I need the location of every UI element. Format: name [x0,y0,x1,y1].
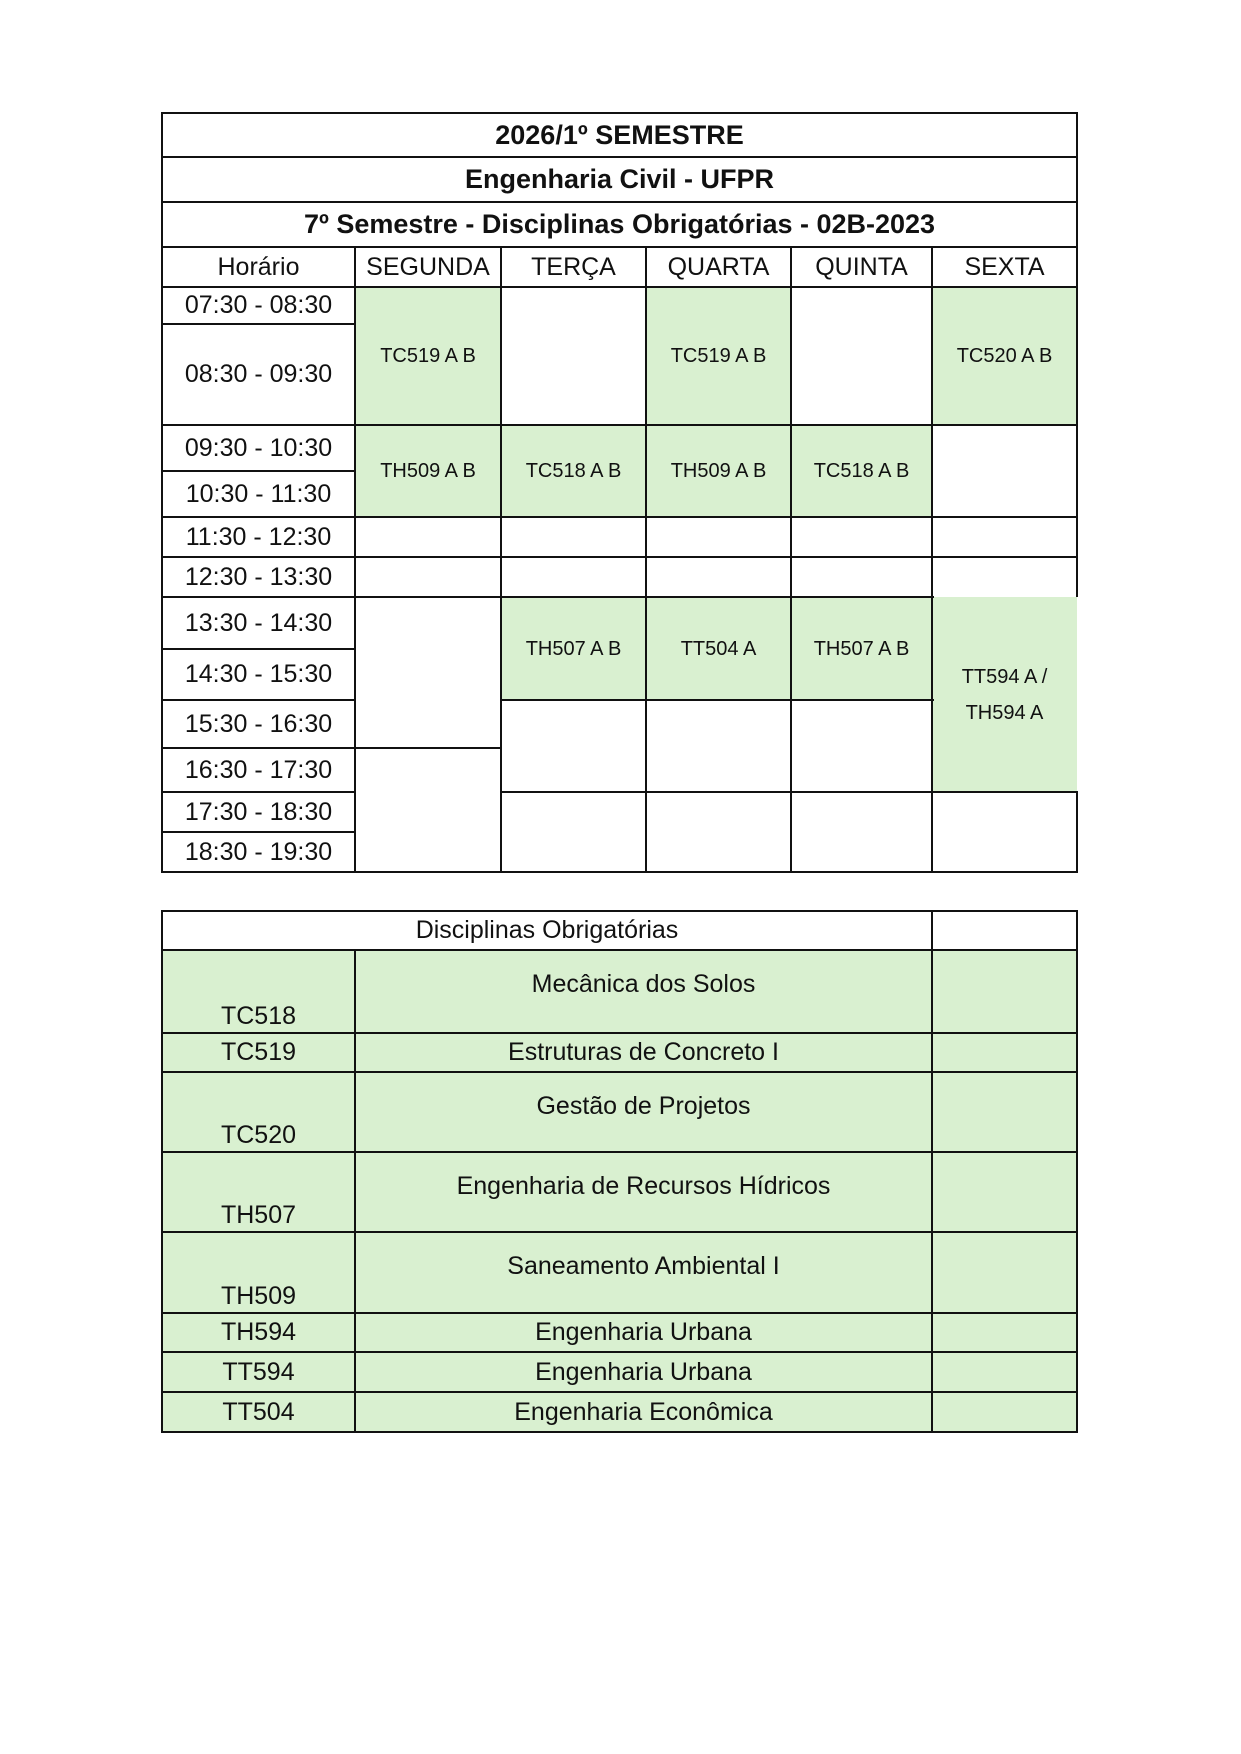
grid-line [161,556,1078,558]
grid-line [500,246,502,873]
grid-line [161,246,1078,248]
class-block-line: TT594 A / [961,665,1048,688]
discipline-code: TT504 [162,1392,355,1432]
grid-line [161,156,1078,158]
discipline-name: Engenharia Urbana [355,1352,932,1392]
discipline-name: Saneamento Ambiental I [355,1232,932,1313]
grid-line [161,648,355,650]
class-block-ter-th507[interactable]: TH507 A B [501,597,646,700]
col-header-sexta: SEXTA [932,247,1077,287]
time-slot: 12:30 - 13:30 [162,557,355,597]
class-block-ter-tc518[interactable]: TC518 A B [501,425,646,517]
grid-line [161,871,1078,873]
class-block-qua-th509[interactable]: TH509 A B [646,425,791,517]
disciplines-title: Disciplinas Obrigatórias [162,911,932,950]
discipline-name: Mecânica dos Solos [355,950,932,1033]
discipline-name: Engenharia de Recursos Hídricos [355,1152,932,1232]
class-block-sex-tt594-th594[interactable] [932,597,1077,792]
grid-line [161,699,355,701]
grid-line [161,1032,1078,1034]
course-title: Engenharia Civil - UFPR [162,157,1077,202]
schedule-subtitle: 7º Semestre - Disciplinas Obrigatórias - 02B-2023 [162,202,1077,247]
time-slot: 17:30 - 18:30 [162,792,355,832]
class-block-qui-th507[interactable]: TH507 A B [791,597,932,700]
col-header-quarta: QUARTA [646,247,791,287]
time-slot: 08:30 - 09:30 [162,324,355,425]
grid-line [161,747,501,749]
discipline-code: TT594 [162,1352,355,1392]
grid-line [1076,910,1078,1433]
disciplines-header-extra [932,911,1077,950]
grid-line [161,1312,1078,1314]
grid-line [161,112,163,873]
time-slot: 07:30 - 08:30 [162,287,355,324]
grid-line [354,246,356,873]
discipline-extra [932,1392,1077,1432]
grid-line [161,516,1078,518]
grid-line [161,201,1078,203]
grid-line [161,1351,1078,1353]
grid-line [161,1151,1078,1153]
grid-line [161,910,163,1433]
col-header-horario: Horário [162,247,355,287]
grid-line [161,112,1078,114]
class-block-qua-tt504[interactable]: TT504 A [646,597,791,700]
discipline-extra [932,1232,1077,1313]
semester-title: 2026/1º SEMESTRE [162,113,1077,157]
class-block-line: TH594 A [965,701,1044,724]
time-slot: 10:30 - 11:30 [162,471,355,517]
grid-line [645,246,647,873]
grid-line [931,910,933,1433]
class-block-seg-tc519[interactable]: TC519 A B [355,287,501,425]
discipline-code: TC518 [162,950,355,1033]
grid-line [161,1231,1078,1233]
discipline-code: TH507 [162,1152,355,1232]
class-block-qui-tc518[interactable]: TC518 A B [791,425,932,517]
time-slot: 11:30 - 12:30 [162,517,355,557]
grid-line [354,949,356,1433]
discipline-code: TH594 [162,1313,355,1352]
discipline-code: TC520 [162,1072,355,1152]
grid-line [500,791,1078,793]
discipline-extra [932,1072,1077,1152]
class-block-qua-tc519[interactable]: TC519 A B [646,287,791,425]
grid-line [161,323,355,325]
time-slot: 09:30 - 10:30 [162,425,355,471]
grid-line [161,286,1078,288]
grid-line [161,596,934,598]
class-block-seg-th509[interactable]: TH509 A B [355,425,501,517]
grid-line [1076,791,1078,873]
discipline-name: Engenharia Urbana [355,1313,932,1352]
discipline-extra [932,950,1077,1033]
discipline-name: Estruturas de Concreto I [355,1033,932,1072]
grid-line [161,1391,1078,1393]
discipline-extra [932,1352,1077,1392]
grid-line [161,949,1078,951]
grid-line [161,424,1078,426]
grid-line [161,1071,1078,1073]
time-slot: 15:30 - 16:30 [162,700,355,748]
grid-line [161,910,1078,912]
grid-line [161,1431,1078,1433]
grid-line [790,246,792,873]
discipline-code: TC519 [162,1033,355,1072]
discipline-extra [932,1313,1077,1352]
discipline-name: Gestão de Projetos [355,1072,932,1152]
discipline-extra [932,1033,1077,1072]
time-slot: 18:30 - 19:30 [162,832,355,872]
discipline-code: TH509 [162,1232,355,1313]
grid-line [161,470,355,472]
grid-line [1076,112,1078,597]
col-header-quinta: QUINTA [791,247,932,287]
time-slot: 14:30 - 15:30 [162,649,355,700]
grid-line [931,246,933,873]
col-header-segunda: SEGUNDA [355,247,501,287]
grid-line [161,831,355,833]
col-header-terca: TERÇA [501,247,646,287]
time-slot: 16:30 - 17:30 [162,748,355,792]
discipline-extra [932,1152,1077,1232]
grid-line [500,699,934,701]
discipline-name: Engenharia Econômica [355,1392,932,1432]
time-slot: 13:30 - 14:30 [162,597,355,649]
class-block-sex-tc520[interactable]: TC520 A B [932,287,1077,425]
grid-line [161,791,355,793]
